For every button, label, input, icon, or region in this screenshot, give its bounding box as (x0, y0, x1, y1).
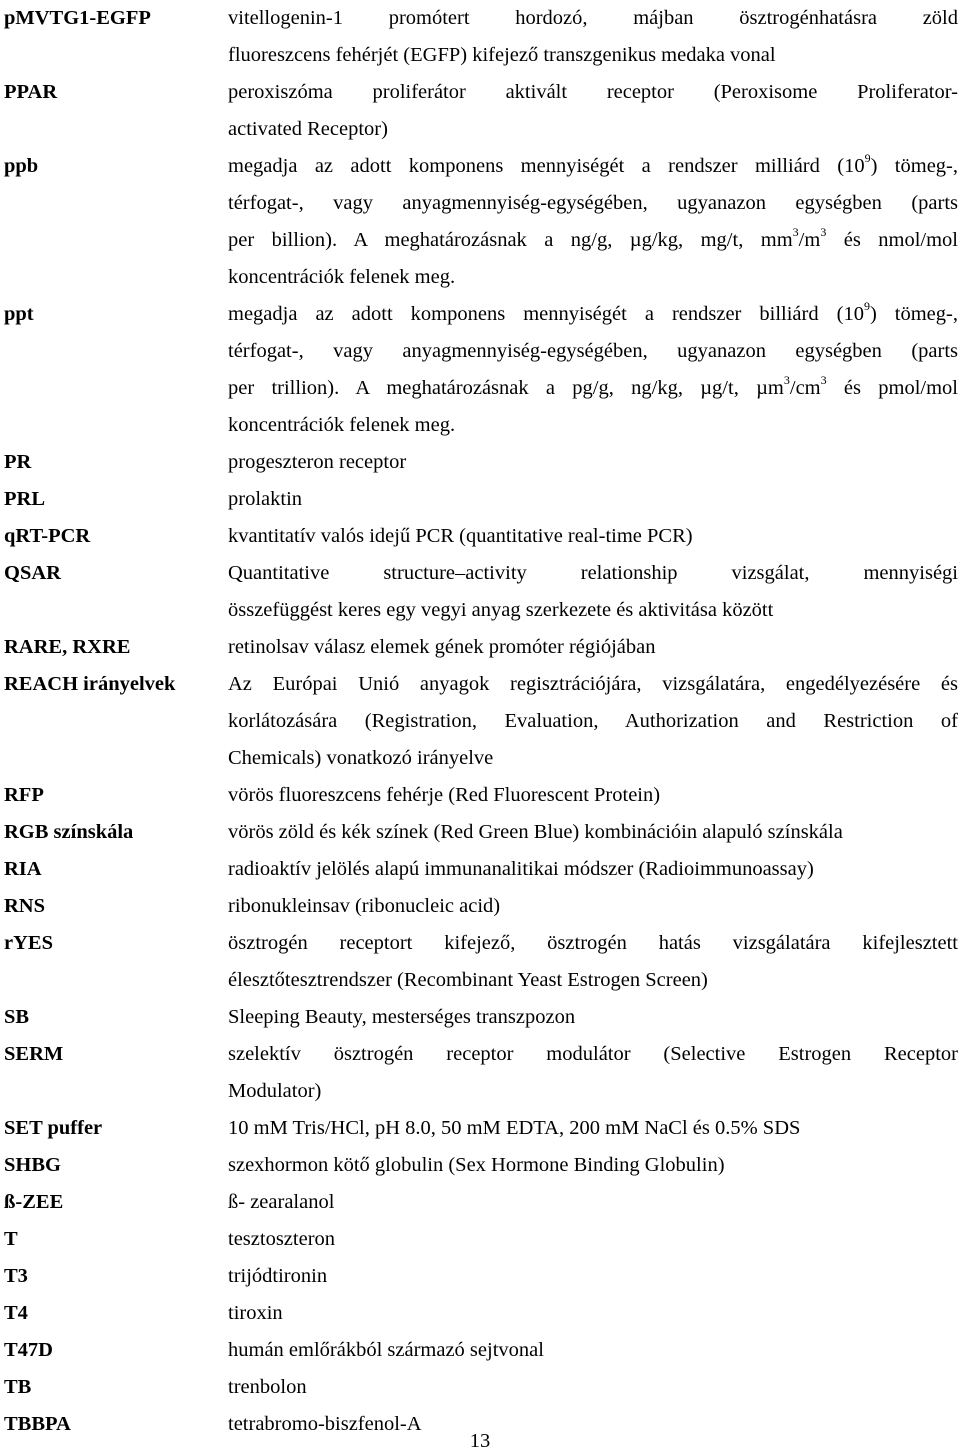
abbreviation-definition (228, 925, 958, 999)
abbreviation-definition (228, 629, 958, 666)
superscript: 9 (864, 151, 871, 166)
definition-line: Sleeping Beauty, mesterséges transzpozon (228, 1006, 576, 1028)
definition-line: élesztőtesztrendszer (Recombinant Yeast Estrogen Screen) (228, 969, 708, 991)
abbreviation-entry (4, 148, 958, 296)
definition-line (228, 370, 958, 407)
definition-line: 10 mM Tris/HCl, pH 8.0, 50 mM EDTA, 200 mM NaCl és 0.5% SDS (228, 1117, 801, 1139)
abbreviation-term: rYES (4, 932, 53, 954)
definition-line (228, 222, 958, 259)
abbreviation-entry (4, 888, 958, 925)
abbreviation-definition (228, 296, 958, 444)
abbreviation-definition (228, 1036, 958, 1110)
abbreviation-entry (4, 999, 958, 1036)
definition-text: ) tömeg-, (870, 155, 958, 177)
abbreviation-entry (4, 518, 958, 555)
definition-line: retinolsav válasz elemek gének promóter régiójában (228, 636, 656, 658)
abbreviation-definition (228, 851, 958, 888)
definition-line: vörös zöld és kék színek (Red Green Blue) kombinációin alapuló színskála (228, 821, 843, 843)
abbreviation-entry (4, 1184, 958, 1221)
abbreviation-term: SB (4, 1006, 30, 1028)
definition-line: humán emlőrákból származó sejtvonal (228, 1339, 544, 1361)
abbreviation-definition (228, 481, 958, 518)
page-number: 13 (469, 1430, 491, 1452)
abbreviation-entry (4, 481, 958, 518)
abbreviation-term: PR (4, 451, 32, 473)
definition-line: kvantitatív valós idejű PCR (quantitative real-time PCR) (228, 525, 693, 547)
definition-line: tesztoszteron (228, 1228, 336, 1250)
definition-line: radioaktív jelölés alapú immunanalitikai módszer (Radioimmunoassay) (228, 858, 814, 880)
definition-line: Az Európai Unió anyagok regisztrációjára, vizsgálatára, engedélyezésére és (228, 673, 958, 695)
definition-line: térfogat-, vagy anyagmennyiség-egységében, ugyanazon egységben (parts (228, 192, 958, 214)
abbreviation-definition (228, 444, 958, 481)
abbreviation-term: RIA (4, 858, 42, 880)
abbreviation-term: REACH irányelvek (4, 673, 176, 695)
abbreviation-definition (228, 1369, 958, 1406)
abbreviation-term: T4 (4, 1302, 28, 1324)
definition-line: összefüggést keres egy vegyi anyag szerkezete és aktivitása között (228, 599, 774, 621)
abbreviation-entry (4, 1332, 958, 1369)
definition-line: tiroxin (228, 1302, 283, 1324)
abbreviation-definition (228, 999, 958, 1036)
abbreviation-term: ppb (4, 155, 39, 177)
abbreviation-entry (4, 777, 958, 814)
abbreviation-term: T (4, 1228, 18, 1250)
superscript: 3 (783, 373, 790, 388)
superscript: 9 (863, 299, 870, 314)
superscript: 3 (820, 373, 827, 388)
abbreviation-term: TBBPA (4, 1413, 71, 1435)
definition-line: koncentrációk felenek meg. (228, 266, 456, 288)
abbreviation-term: qRT-PCR (4, 525, 91, 547)
abbreviation-term: PRL (4, 488, 45, 510)
definition-text: és pmol/mol (826, 377, 958, 399)
definition-line: tetrabromo-biszfenol-A (228, 1413, 422, 1435)
abbreviation-entry (4, 555, 958, 629)
abbreviation-term: ppt (4, 303, 34, 325)
abbreviation-term: pMVTG1-EGFP (4, 7, 151, 29)
abbreviation-entry (4, 1110, 958, 1147)
abbreviation-definition (228, 148, 958, 296)
definition-text: per trillion). A meghatározásnak a pg/g, ng/kg, µg/t, µm (228, 377, 784, 399)
definition-line: ribonukleinsav (ribonucleic acid) (228, 895, 501, 917)
abbreviation-definition (228, 555, 958, 629)
abbreviation-entry (4, 629, 958, 666)
definition-line (228, 296, 958, 333)
definition-line: korlátozására (Registration, Evaluation, Authorization and Restriction of (228, 710, 958, 732)
abbreviation-definition (228, 1147, 958, 1184)
abbreviation-entry (4, 1147, 958, 1184)
definition-line: vörös fluoreszcens fehérje (Red Fluorescent Protein) (228, 784, 661, 806)
abbreviation-definition (228, 777, 958, 814)
abbreviation-term: TB (4, 1376, 32, 1398)
abbreviation-definition (228, 1332, 958, 1369)
definition-line: trijódtironin (228, 1265, 328, 1287)
abbreviation-term: RARE, RXRE (4, 636, 131, 658)
abbreviation-term: PPAR (4, 81, 58, 103)
abbreviation-term: T47D (4, 1339, 53, 1361)
definition-text: per billion). A meghatározásnak a ng/g, µg/kg, mg/t, mm (228, 229, 793, 251)
abbreviation-entry (4, 1258, 958, 1295)
abbreviation-entry (4, 74, 958, 148)
abbreviation-definition (228, 666, 958, 777)
definition-line: Quantitative structure–activity relationship vizsgálat, mennyiségi (228, 562, 958, 584)
superscript: 3 (820, 225, 827, 240)
definition-line (228, 148, 958, 185)
definition-text: megadja az adott komponens mennyiségét a rendszer milliárd (10 (228, 155, 865, 177)
definition-line: progeszteron receptor (228, 451, 407, 473)
abbreviation-definition (228, 518, 958, 555)
abbreviation-entry (4, 1369, 958, 1406)
abbreviation-term: RGB színskála (4, 821, 134, 843)
abbreviation-entry (4, 1036, 958, 1110)
abbreviation-term: ß-ZEE (4, 1191, 64, 1213)
definition-line: trenbolon (228, 1376, 307, 1398)
definition-line: ß- zearalanol (228, 1191, 335, 1213)
abbreviation-definition (228, 888, 958, 925)
definition-line: Modulator) (228, 1080, 322, 1102)
abbreviation-entry (4, 925, 958, 999)
definition-line: ösztrogén receptort kifejező, ösztrogén hatás vizsgálatára kifejlesztett (228, 932, 958, 954)
abbreviation-definition (228, 1110, 958, 1147)
abbreviation-definition (228, 1221, 958, 1258)
definition-line: fluoreszcens fehérjét (EGFP) kifejező transzgenikus medaka vonal (228, 44, 776, 66)
definition-line: vitellogenin-1 promótert hordozó, májban ösztrogénhatásra zöld (228, 7, 958, 29)
definition-line: szelektív ösztrogén receptor modulátor (Selective Estrogen Receptor (228, 1043, 958, 1065)
definition-line: prolaktin (228, 488, 303, 510)
superscript: 3 (792, 225, 799, 240)
definition-text: ) tömeg-, (869, 303, 958, 325)
definition-line: Chemicals) vonatkozó irányelve (228, 747, 494, 769)
abbreviation-term: SET puffer (4, 1117, 103, 1139)
abbreviation-entry (4, 851, 958, 888)
definition-text: és nmol/mol (826, 229, 958, 251)
abbreviation-definition (228, 814, 958, 851)
definition-text: megadja az adott komponens mennyiségét a rendszer billiárd (10 (228, 303, 864, 325)
abbreviation-entry (4, 1295, 958, 1332)
abbreviation-entry (4, 0, 958, 74)
definition-line: peroxiszóma proliferátor aktivált receptor (Peroxisome Proliferator- (228, 81, 958, 103)
abbreviation-term: SHBG (4, 1154, 61, 1176)
abbreviation-term: RNS (4, 895, 46, 917)
abbreviation-definition (228, 1295, 958, 1332)
definition-line: activated Receptor) (228, 118, 388, 140)
abbreviation-list (4, 0, 958, 1443)
abbreviation-entry (4, 814, 958, 851)
abbreviation-term: RFP (4, 784, 44, 806)
definition-line: koncentrációk felenek meg. (228, 414, 456, 436)
abbreviation-definition (228, 1184, 958, 1221)
abbreviation-definition (228, 0, 958, 74)
abbreviation-term: SERM (4, 1043, 64, 1065)
definition-line: térfogat-, vagy anyagmennyiség-egységében, ugyanazon egységben (parts (228, 340, 958, 362)
abbreviation-entry (4, 1221, 958, 1258)
abbreviation-entry (4, 296, 958, 444)
abbreviation-entry (4, 666, 958, 777)
definition-line: szexhormon kötő globulin (Sex Hormone Binding Globulin) (228, 1154, 725, 1176)
abbreviation-term: QSAR (4, 562, 61, 584)
abbreviation-definition (228, 74, 958, 148)
abbreviation-entry (4, 444, 958, 481)
abbreviation-term: T3 (4, 1265, 28, 1287)
definition-text: /m (798, 229, 821, 251)
definition-text: /cm (789, 377, 821, 399)
abbreviation-definition (228, 1258, 958, 1295)
